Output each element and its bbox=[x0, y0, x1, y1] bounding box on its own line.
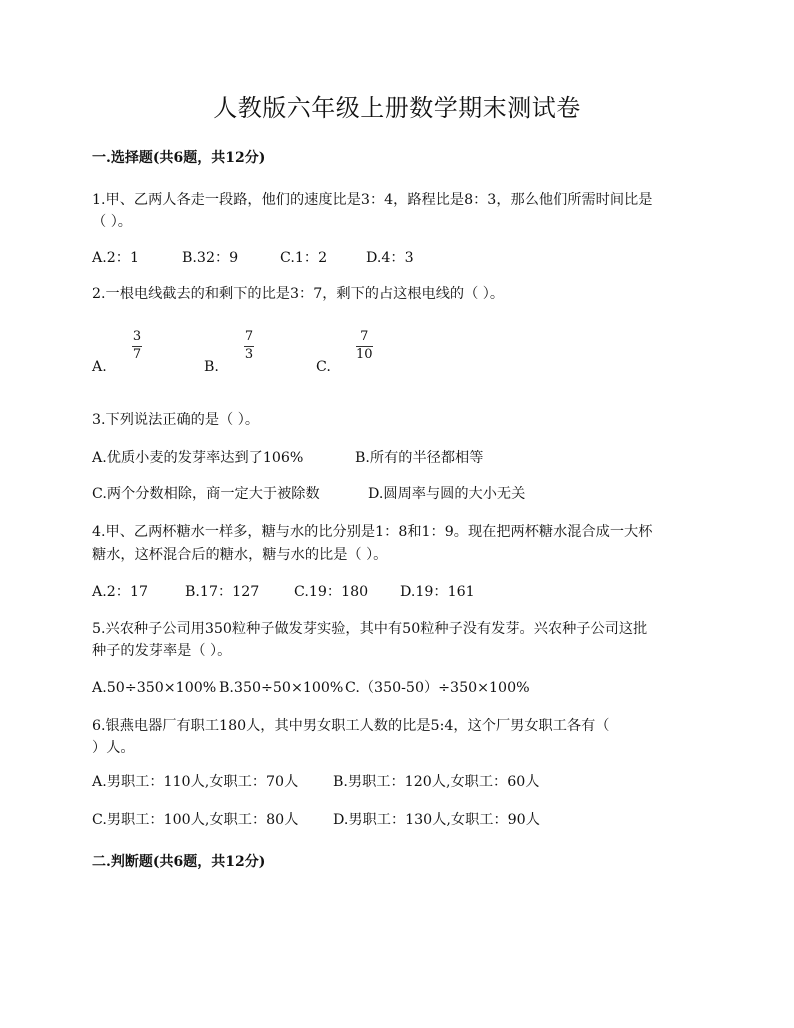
question-6-text-cont: ）人。 bbox=[92, 740, 135, 756]
fraction-denominator: 7 bbox=[132, 347, 142, 362]
question-3-option-c: C.两个分数相除，商一定大于被除数 bbox=[92, 486, 320, 502]
fraction bbox=[356, 330, 373, 362]
question-4-option-a: A.2：17 bbox=[92, 584, 149, 600]
question-1-option-a: A.2：1 bbox=[92, 250, 139, 266]
question-5-text: 5.兴农种子公司用350粒种子做发芽实验，其中有50粒种子没有发芽。兴农种子公司这批 bbox=[92, 621, 648, 637]
question-3-text: 3.下列说法正确的是（ ）。 bbox=[92, 412, 260, 428]
question-5-option-b: B.350÷50×100% bbox=[219, 680, 344, 696]
section-heading-multiple-choice: 一.选择题(共6题，共12分) bbox=[92, 150, 266, 166]
question-4-text-cont: 糖水，这杯混合后的糖水，糖与水的比是（ ）。 bbox=[92, 547, 388, 563]
section-heading-true-false: 二.判断题(共6题，共12分) bbox=[92, 854, 266, 870]
fraction-numerator: 7 bbox=[244, 329, 254, 344]
question-4-option-b: B.17：127 bbox=[185, 584, 260, 600]
question-4-text: 4.甲、乙两杯糖水一样多，糖与水的比分别是1：8和1：9。现在把两杯糖水混合成一大杯 bbox=[92, 524, 653, 540]
question-3-option-d: D.圆周率与圆的大小无关 bbox=[368, 486, 526, 502]
question-6-option-d: D.男职工：130人,女职工：90人 bbox=[333, 812, 540, 828]
option-label: C. bbox=[316, 359, 331, 375]
fraction-numerator: 3 bbox=[132, 329, 142, 344]
question-4-option-c: C.19：180 bbox=[294, 584, 369, 600]
question-2-text: 2.一根电线截去的和剩下的比是3：7，剩下的占这根电线的（ ）。 bbox=[92, 286, 505, 302]
question-6-option-b: B.男职工：120人,女职工：60人 bbox=[333, 774, 540, 790]
fraction-denominator: 3 bbox=[244, 347, 254, 362]
question-1-option-b: B.32：9 bbox=[182, 250, 239, 266]
fraction-denominator: 10 bbox=[356, 347, 373, 362]
question-5-text-cont: 种子的发芽率是（ ）。 bbox=[92, 643, 232, 659]
question-3-option-a: A.优质小麦的发芽率达到了106% bbox=[92, 450, 304, 466]
question-5-option-a: A.50÷350×100% bbox=[92, 680, 217, 696]
fraction bbox=[132, 330, 142, 362]
option-label: B. bbox=[204, 359, 219, 375]
question-1-option-c: C.1：2 bbox=[280, 250, 328, 266]
question-3-option-b: B.所有的半径都相等 bbox=[355, 450, 484, 466]
question-6-text: 6.银燕电器厂有职工180人，其中男女职工人数的比是5:4，这个厂男女职工各有（ bbox=[92, 718, 610, 734]
fraction bbox=[244, 330, 254, 362]
question-1-option-d: D.4：3 bbox=[366, 250, 414, 266]
page-title: 人教版六年级上册数学期末测试卷 bbox=[213, 94, 581, 122]
question-5-option-c: C.（350-50）÷350×100% bbox=[345, 680, 530, 696]
option-label: A. bbox=[92, 359, 107, 375]
question-4-option-d: D.19：161 bbox=[400, 584, 475, 600]
fraction-numerator: 7 bbox=[360, 329, 369, 344]
question-1-text-cont: （ ）。 bbox=[92, 214, 132, 230]
question-6-option-a: A.男职工：110人,女职工：70人 bbox=[92, 774, 299, 790]
question-1-text: 1.甲、乙两人各走一段路，他们的速度比是3：4，路程比是8：3，那么他们所需时间比是 bbox=[92, 192, 653, 208]
question-6-option-c: C.男职工：100人,女职工：80人 bbox=[92, 812, 299, 828]
